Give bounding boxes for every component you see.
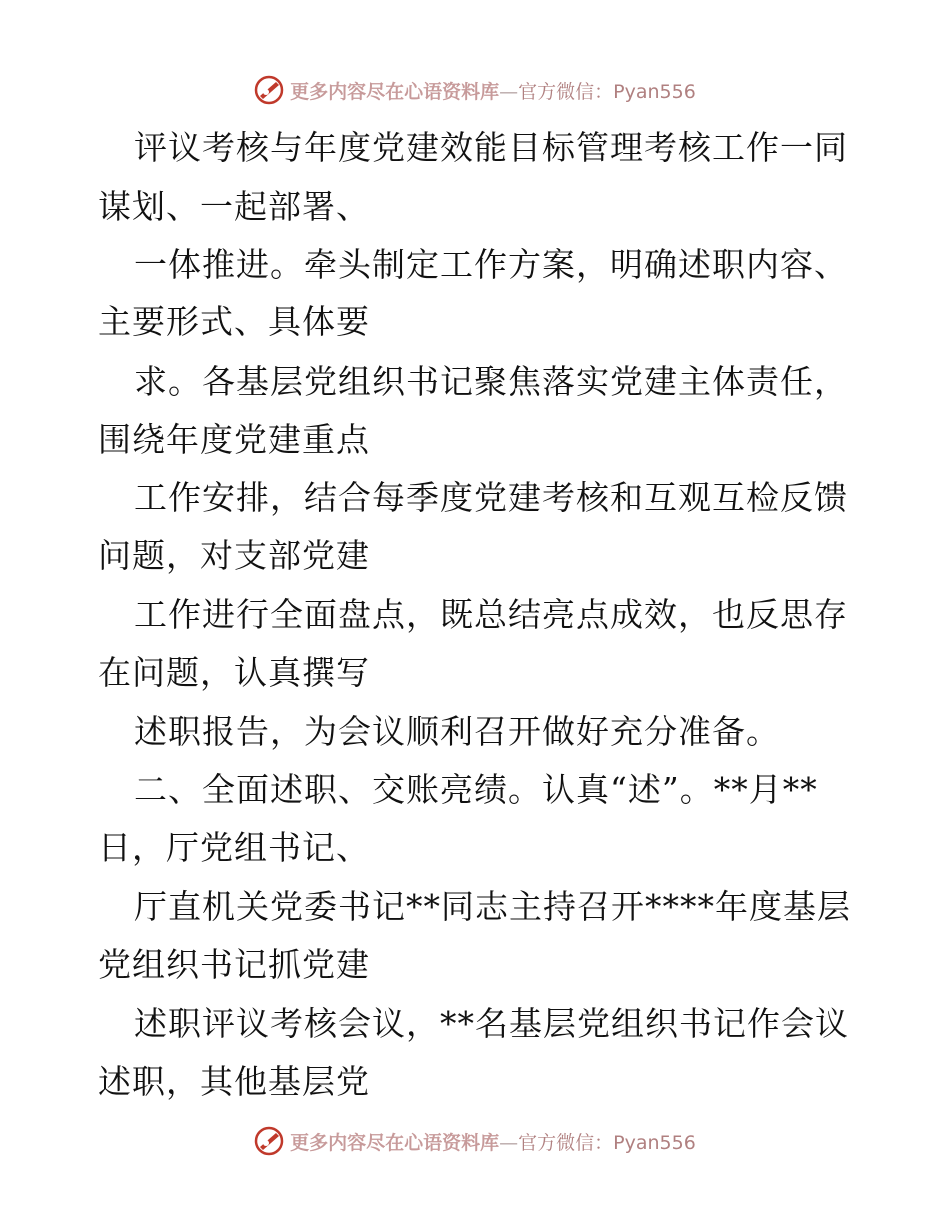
- body-line: 党组织书记抓党建: [98, 945, 370, 984]
- body-line: 述职报告，为会议顺利召开做好充分准备。: [134, 712, 780, 751]
- footer-separator: —: [499, 1131, 519, 1154]
- body-line: 日，厅党组书记、: [98, 828, 370, 867]
- body-line: 一体推进。牵头制定工作方案，明确述职内容、: [134, 245, 848, 284]
- header-watermark: [0, 70, 950, 110]
- body-line: 二、全面述职、交账亮绩。认真“述”。**月**: [134, 770, 818, 809]
- body-line: 厅直机关党委书记**同志主持召开****年度基层: [134, 887, 851, 926]
- body-line: 问题，对支部党建: [98, 536, 370, 575]
- body-line: 工作进行全面盘点，既总结亮点成效，也反思存: [134, 595, 848, 634]
- body-line: 评议考核与年度党建效能目标管理考核工作一同: [134, 128, 848, 167]
- footer-promo: 更多内容尽在心语资料库: [290, 1131, 500, 1154]
- body-line: 在问题，认真撰写: [98, 653, 370, 692]
- header-separator: —: [499, 80, 519, 103]
- header-promo: 更多内容尽在心语资料库: [290, 80, 500, 103]
- footer-banner-text: [290, 1128, 696, 1155]
- body-line: 工作安排，结合每季度党建考核和互观互检反馈: [134, 478, 848, 517]
- footer-watermark: [0, 1121, 950, 1161]
- body-line: 述职评议考核会议，**名基层党组织书记作会议: [134, 1004, 849, 1043]
- body-line: 主要形式、具体要: [98, 302, 370, 341]
- body-line: 求。各基层党组织书记聚焦落实党建主体责任，: [134, 362, 848, 401]
- header-banner-text: [290, 77, 696, 104]
- footer-wechat: 官方微信：Pyan556: [518, 1131, 696, 1154]
- logo-icon: [254, 75, 284, 105]
- body-line: 述职，其他基层党: [98, 1062, 370, 1101]
- body-line: 谋划、一起部署、: [98, 187, 370, 226]
- logo-icon: [254, 1126, 284, 1156]
- header-wechat: 官方微信：Pyan556: [518, 80, 696, 103]
- body-line: 围绕年度党建重点: [98, 420, 370, 459]
